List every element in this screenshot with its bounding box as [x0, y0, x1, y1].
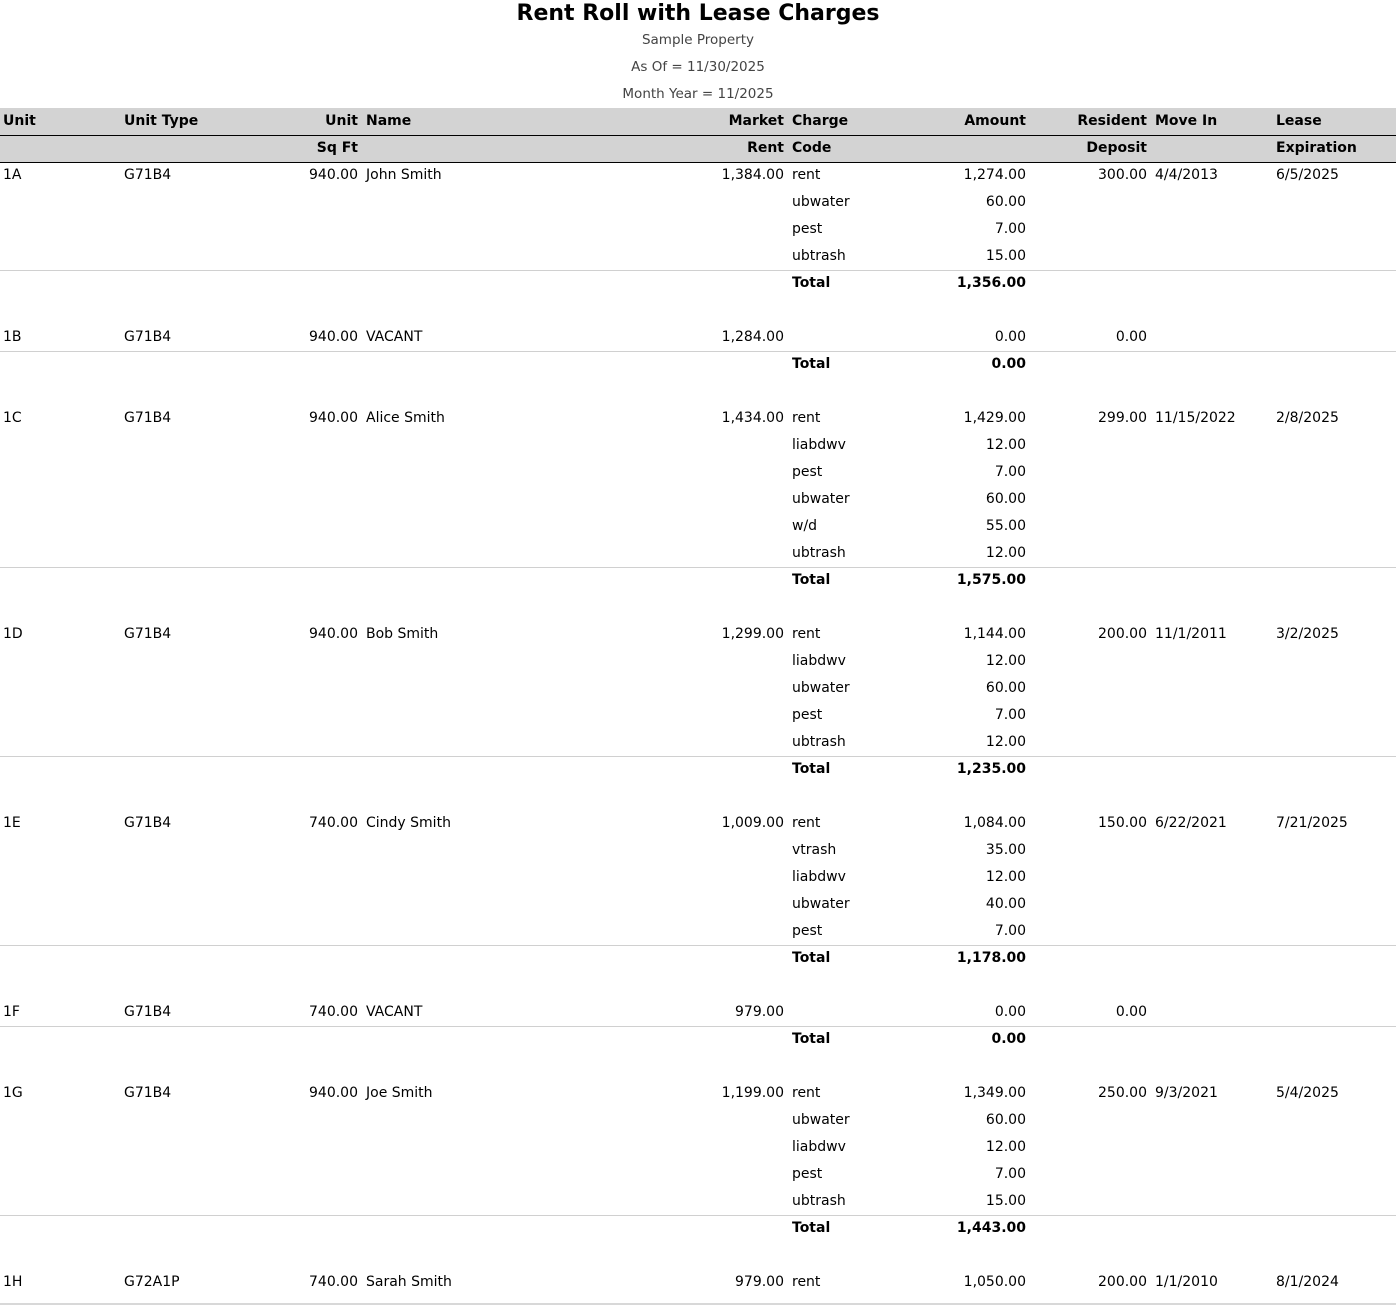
- charge-code: ubwater: [792, 1112, 850, 1128]
- charge-amount: 55.00: [985, 518, 1026, 534]
- unit-spacer: [0, 972, 1396, 999]
- charge-amount: 35.00: [985, 842, 1026, 858]
- unit-sqft: 940.00: [309, 626, 358, 642]
- charge-amount: 60.00: [985, 1112, 1026, 1128]
- charge-row: [0, 675, 1396, 702]
- charge-amount: 7.00: [994, 464, 1026, 480]
- charge-row: [0, 189, 1396, 216]
- charge-row: [0, 864, 1396, 891]
- unit-number: 1G: [3, 1085, 23, 1101]
- charge-code: ubtrash: [792, 734, 846, 750]
- unit-total-row: [0, 1026, 1396, 1053]
- charge-code: ubwater: [792, 194, 850, 210]
- unit-spacer: [0, 1053, 1396, 1080]
- unit-total-row: [0, 270, 1396, 297]
- charge-amount: 12.00: [985, 869, 1026, 885]
- unit-row: [0, 162, 1396, 189]
- unit-type: G71B4: [124, 1004, 172, 1020]
- charge-row: [0, 513, 1396, 540]
- unit-total-row: [0, 756, 1396, 783]
- charge-code: ubtrash: [792, 545, 846, 561]
- charge-row: [0, 648, 1396, 675]
- charge-amount: 1,084.00: [963, 815, 1026, 831]
- unit-type: G71B4: [124, 626, 172, 642]
- unit-spacer: [0, 378, 1396, 405]
- lease-expiration: 8/1/2024: [1276, 1274, 1339, 1290]
- charge-amount: 7.00: [994, 707, 1026, 723]
- charge-code: rent: [792, 626, 821, 642]
- market-rent: 979.00: [735, 1274, 784, 1290]
- unit-type: G71B4: [124, 329, 172, 345]
- resident-deposit: 200.00: [1098, 626, 1147, 642]
- charge-code: pest: [792, 707, 823, 723]
- unit-number: 1F: [3, 1004, 20, 1020]
- charge-code: ubwater: [792, 491, 850, 507]
- total-amount: 1,178.00: [956, 950, 1026, 966]
- charge-row: [0, 1134, 1396, 1161]
- unit-total-row: [0, 945, 1396, 972]
- charge-code: ubtrash: [792, 248, 846, 264]
- charge-code: vtrash: [792, 842, 837, 858]
- page-bottom-edge: [0, 1303, 1396, 1305]
- unit-number: 1H: [3, 1274, 23, 1290]
- col-lease-expiration-line1: Lease: [1276, 113, 1322, 129]
- charge-code: ubwater: [792, 680, 850, 696]
- charge-row: [0, 459, 1396, 486]
- total-label: Total: [792, 275, 831, 291]
- charge-row: [0, 1107, 1396, 1134]
- col-charge-code-line1: Charge: [792, 113, 849, 129]
- unit-type: G71B4: [124, 815, 172, 831]
- charge-code: pest: [792, 1166, 823, 1182]
- unit-row: [0, 810, 1396, 837]
- rent-roll-body: [0, 162, 1396, 1296]
- unit-spacer: [0, 297, 1396, 324]
- resident-name: VACANT: [366, 329, 423, 345]
- charge-code: pest: [792, 923, 823, 939]
- unit-row: [0, 1080, 1396, 1107]
- unit-spacer: [0, 783, 1396, 810]
- charge-row: [0, 1188, 1396, 1215]
- unit-sqft: 940.00: [309, 329, 358, 345]
- charge-amount: 7.00: [994, 1166, 1026, 1182]
- charge-code: rent: [792, 815, 821, 831]
- unit-sqft: 940.00: [309, 167, 358, 183]
- charge-row: [0, 702, 1396, 729]
- move-in-date: 11/15/2022: [1155, 410, 1236, 426]
- charge-code: liabdwv: [792, 653, 846, 669]
- resident-deposit: 150.00: [1098, 815, 1147, 831]
- charge-code: pest: [792, 464, 823, 480]
- unit-number: 1C: [3, 410, 22, 426]
- charge-amount: 15.00: [985, 248, 1026, 264]
- charge-row: [0, 1161, 1396, 1188]
- col-unit: Unit: [3, 113, 36, 129]
- charge-amount: 12.00: [985, 653, 1026, 669]
- unit-number: 1B: [3, 329, 22, 345]
- total-label: Total: [792, 1031, 831, 1047]
- total-amount: 0.00: [991, 1031, 1026, 1047]
- total-amount: 1,356.00: [956, 275, 1026, 291]
- unit-type: G72A1P: [124, 1274, 180, 1290]
- col-market-rent-line2: Rent: [747, 140, 784, 156]
- col-unit-type: Unit Type: [124, 113, 199, 129]
- move-in-date: 1/1/2010: [1155, 1274, 1218, 1290]
- unit-number: 1A: [3, 167, 22, 183]
- total-amount: 0.00: [991, 356, 1026, 372]
- charge-amount: 12.00: [985, 545, 1026, 561]
- charge-code: rent: [792, 410, 821, 426]
- unit-total-row: [0, 567, 1396, 594]
- total-amount: 1,443.00: [956, 1220, 1026, 1236]
- charge-amount: 7.00: [994, 221, 1026, 237]
- unit-row: [0, 1269, 1396, 1296]
- market-rent: 979.00: [735, 1004, 784, 1020]
- unit-number: 1D: [3, 626, 23, 642]
- charge-code: rent: [792, 167, 821, 183]
- charge-amount: 40.00: [985, 896, 1026, 912]
- charge-amount: 60.00: [985, 491, 1026, 507]
- col-charge-code-line2: Code: [792, 140, 832, 156]
- resident-deposit: 0.00: [1115, 329, 1147, 345]
- market-rent: 1,299.00: [721, 626, 784, 642]
- market-rent: 1,284.00: [721, 329, 784, 345]
- resident-name: Cindy Smith: [366, 815, 451, 831]
- unit-row: [0, 405, 1396, 432]
- resident-deposit: 250.00: [1098, 1085, 1147, 1101]
- charge-row: [0, 891, 1396, 918]
- lease-expiration: 6/5/2025: [1276, 167, 1339, 183]
- total-amount: 1,575.00: [956, 572, 1026, 588]
- resident-deposit: 300.00: [1098, 167, 1147, 183]
- total-amount: 1,235.00: [956, 761, 1026, 777]
- unit-sqft: 740.00: [309, 1274, 358, 1290]
- charge-amount: 1,429.00: [963, 410, 1026, 426]
- resident-deposit: 200.00: [1098, 1274, 1147, 1290]
- charge-code: ubwater: [792, 896, 850, 912]
- charge-row: [0, 837, 1396, 864]
- unit-row: [0, 621, 1396, 648]
- market-rent: 1,009.00: [721, 815, 784, 831]
- charge-amount: 12.00: [985, 734, 1026, 750]
- charge-row: [0, 432, 1396, 459]
- charge-code: liabdwv: [792, 869, 846, 885]
- total-label: Total: [792, 950, 831, 966]
- charge-row: [0, 216, 1396, 243]
- charge-row: [0, 243, 1396, 270]
- total-label: Total: [792, 572, 831, 588]
- unit-spacer: [0, 594, 1396, 621]
- unit-type: G71B4: [124, 1085, 172, 1101]
- market-rent: 1,384.00: [721, 167, 784, 183]
- unit-sqft: 740.00: [309, 815, 358, 831]
- charge-amount: 1,050.00: [963, 1274, 1026, 1290]
- charge-amount: 12.00: [985, 1139, 1026, 1155]
- resident-name: Joe Smith: [366, 1085, 433, 1101]
- market-rent: 1,434.00: [721, 410, 784, 426]
- unit-sqft: 940.00: [309, 1085, 358, 1101]
- lease-expiration: 7/21/2025: [1276, 815, 1348, 831]
- unit-row: [0, 999, 1396, 1026]
- col-resident-deposit-line1: Resident: [1077, 113, 1147, 129]
- charge-amount: 7.00: [994, 923, 1026, 939]
- col-name: Name: [366, 113, 412, 129]
- col-amount: Amount: [964, 113, 1026, 129]
- resident-name: VACANT: [366, 1004, 423, 1020]
- charge-code: w/d: [792, 518, 818, 534]
- month-year: Month Year = 11/2025: [622, 86, 774, 102]
- unit-total-row: [0, 351, 1396, 378]
- charge-amount: 1,349.00: [963, 1085, 1026, 1101]
- total-label: Total: [792, 356, 831, 372]
- charge-row: [0, 918, 1396, 945]
- resident-deposit: 0.00: [1115, 1004, 1147, 1020]
- charge-amount: 15.00: [985, 1193, 1026, 1209]
- charge-code: ubtrash: [792, 1193, 846, 1209]
- property-name: Sample Property: [641, 32, 755, 48]
- market-rent: 1,199.00: [721, 1085, 784, 1101]
- col-move-in: Move In: [1155, 113, 1218, 129]
- col-market-rent-line1: Market: [728, 113, 784, 129]
- charge-code: rent: [792, 1274, 821, 1290]
- lease-expiration: 5/4/2025: [1276, 1085, 1339, 1101]
- charge-amount: 0.00: [994, 1004, 1026, 1020]
- move-in-date: 11/1/2011: [1155, 626, 1227, 642]
- unit-type: G71B4: [124, 410, 172, 426]
- charge-amount: 1,274.00: [963, 167, 1026, 183]
- charge-code: pest: [792, 221, 823, 237]
- report-title: Rent Roll with Lease Charges: [516, 1, 880, 26]
- unit-spacer: [0, 1242, 1396, 1269]
- resident-name: Bob Smith: [366, 626, 439, 642]
- charge-row: [0, 729, 1396, 756]
- move-in-date: 9/3/2021: [1155, 1085, 1218, 1101]
- charge-amount: 60.00: [985, 680, 1026, 696]
- total-label: Total: [792, 1220, 831, 1236]
- charge-row: [0, 486, 1396, 513]
- move-in-date: 6/22/2021: [1155, 815, 1227, 831]
- lease-expiration: 3/2/2025: [1276, 626, 1339, 642]
- unit-total-row: [0, 1215, 1396, 1242]
- resident-name: John Smith: [366, 167, 442, 183]
- unit-type: G71B4: [124, 167, 172, 183]
- total-label: Total: [792, 761, 831, 777]
- col-resident-deposit-line2: Deposit: [1086, 140, 1147, 156]
- resident-deposit: 299.00: [1098, 410, 1147, 426]
- charge-row: [0, 540, 1396, 567]
- unit-row: [0, 324, 1396, 351]
- charge-code: liabdwv: [792, 1139, 846, 1155]
- resident-name: Sarah Smith: [366, 1274, 452, 1290]
- unit-sqft: 940.00: [309, 410, 358, 426]
- charge-amount: 0.00: [994, 329, 1026, 345]
- charge-amount: 60.00: [985, 194, 1026, 210]
- charge-code: liabdwv: [792, 437, 846, 453]
- col-unit-sqft-line2: Sq Ft: [316, 140, 358, 156]
- col-unit-sqft-line1: Unit: [325, 113, 358, 129]
- resident-name: Alice Smith: [366, 410, 445, 426]
- col-lease-expiration-line2: Expiration: [1276, 140, 1357, 156]
- as-of-date: As Of = 11/30/2025: [631, 59, 765, 75]
- column-header: [0, 108, 1396, 163]
- charge-amount: 1,144.00: [963, 626, 1026, 642]
- charge-code: rent: [792, 1085, 821, 1101]
- unit-number: 1E: [3, 815, 21, 831]
- charge-amount: 12.00: [985, 437, 1026, 453]
- lease-expiration: 2/8/2025: [1276, 410, 1339, 426]
- move-in-date: 4/4/2013: [1155, 167, 1218, 183]
- unit-sqft: 740.00: [309, 1004, 358, 1020]
